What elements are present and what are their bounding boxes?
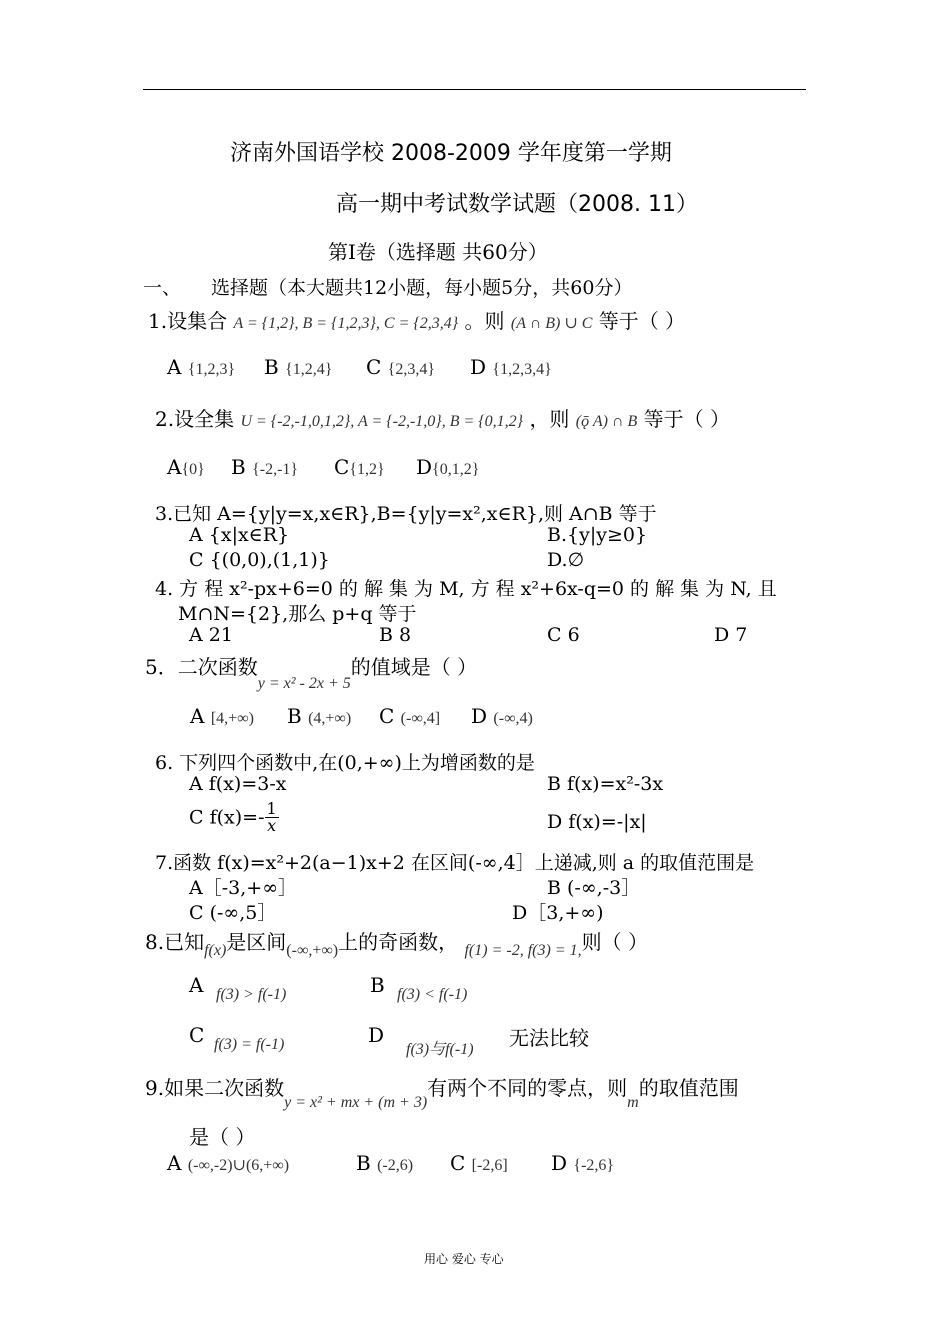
q3-option-c: C {(0,0),(1,1)} [189, 549, 330, 571]
question-6: 6. 下列四个函数中,在(0,+∞)上为增函数的是 [155, 752, 535, 774]
q8-option-d-tail: 无法比较 [509, 1026, 589, 1050]
q1-option-b: B {1,2,4} [264, 355, 333, 379]
question-3: 3.已知 A={y|y=x,x∈R},B={y|y=x²,x∈R},则 A∩B 等于 [155, 503, 657, 525]
q5-option-b: B (4,+∞) [287, 704, 352, 728]
header-rule [143, 89, 806, 90]
q1-expr: (A ∩ B) ∪ C [510, 315, 593, 332]
q3-option-a: A {x|x∈R} [189, 524, 290, 546]
question-2 [155, 403, 730, 432]
q2-option-b: B {-2,-1} [231, 455, 299, 479]
q2-expr: (ǭ A) ∩ B [575, 413, 638, 430]
q8-option-d: f(3)与f(-1) [406, 1041, 474, 1058]
q5-lead: 5．二次函数 [145, 655, 258, 679]
q3-option-d: D.∅ [547, 549, 585, 571]
page-footer: 用心 爱心 专心 [424, 1252, 504, 1266]
q5-option-c: C (-∞,4] [379, 704, 441, 728]
q2-option-d: D{0,1,2} [416, 455, 480, 479]
q6-fraction: $\frac{1}{x}$ [266, 799, 277, 835]
q6-option-d: D f(x)=-|x| [547, 811, 647, 833]
q9-option-b: B (-2,6) [356, 1151, 414, 1175]
q5-option-d: D (-∞,4) [471, 704, 533, 728]
q5-option-a: A [4,+∞) [190, 704, 254, 728]
q8-option-b-label: B [370, 973, 385, 997]
q4-option-c: C 6 [547, 624, 580, 646]
q8-option-d-label: D [368, 1023, 385, 1047]
question-4-line2: M∩N={2},那么 p+q 等于 [178, 603, 417, 625]
q8-option-c-label: C [189, 1023, 205, 1047]
q7-option-b: B (-∞,-3］ [547, 877, 641, 899]
exam-title-line2: 高一期中考试数学试题（2008. 11） [336, 192, 698, 217]
q2-lead: 2.设全集 [155, 407, 235, 431]
q9-option-d: D {-2,6} [551, 1151, 615, 1175]
q8-option-c: f(3) = f(-1) [214, 1036, 285, 1053]
q6-option-a: A f(x)=3-x [189, 773, 287, 795]
q7-option-c: C (-∞,5］ [189, 902, 277, 924]
q4-option-a: A 21 [189, 624, 233, 646]
question-4-line1: 4. 方 程 x²-px+6=0 的 解 集 为 M, 方 程 x²+6x-q=0 的 解 集 为 N, 且 [155, 578, 777, 600]
q5-tail: 的值域是（ ） [350, 655, 478, 679]
section-heading: 第Ⅰ卷（选择题 共60分） [328, 240, 548, 264]
q1-option-d: D {1,2,3,4} [470, 355, 552, 379]
part-number: 一、 [143, 277, 182, 299]
q2-tail: 等于（ ） [643, 407, 730, 431]
q1-option-c: C {2,3,4} [366, 355, 436, 379]
q8-option-a: f(3) > f(-1) [216, 986, 287, 1003]
q2-option-a: A{0} [167, 455, 205, 479]
q1-option-a: A {1,2,3} [167, 355, 236, 379]
q1-sets: A = {1,2}, B = {1,2,3}, C = {2,3,4} [233, 315, 459, 332]
part-heading: 选择题（本大题共12小题，每小题5分，共60分） [211, 277, 633, 299]
q2-option-c: C{1,2} [334, 455, 385, 479]
q8-option-b: f(3) < f(-1) [397, 986, 468, 1003]
q7-option-a: A［-3,+∞］ [189, 877, 298, 899]
exam-title-line1: 济南外国语学校 2008-2009 学年度第一学期 [230, 141, 672, 166]
question-5 [145, 651, 478, 692]
q7-option-d: D［3,+∞) [512, 902, 604, 924]
q6-option-c: C f(x)=- $\frac{1}{x}$ [189, 799, 277, 835]
q1-mid: 。则 [464, 309, 505, 333]
q5-expr: y = x² - 2x + 5 [257, 675, 351, 692]
question-9: 9.如果二次函数$_{y = x^2 + mx + (m + 3)}$有两个不同的零点，则$_m$的取值范围 [145, 1076, 739, 1111]
q2-sets: U = {-2,-1,0,1,2}, A = {-2,-1,0}, B = {0,1,2} [240, 413, 524, 430]
q6-option-b: B f(x)=x²-3x [547, 773, 664, 795]
question-7: 7.函数 f(x)=x²+2(a−1)x+2 在区间(-∞,4］上递减,则 a 的取值范围是 [155, 852, 755, 874]
q1-lead: 1.设集合 [148, 309, 228, 333]
q1-tail: 等于（ ） [598, 309, 686, 333]
q4-option-d: D 7 [714, 624, 748, 646]
q3-option-b: B.{y|y≥0} [547, 524, 648, 546]
q8-option-a-label: A [189, 973, 204, 997]
question-8: 8.已知$_{f(x)}$是区间$_{(-\infty,+\infty)}$上的奇函数， $_{f(1) = -2, f(3) = 1,}$则（ ） [145, 930, 648, 959]
q4-option-b: B 8 [379, 624, 412, 646]
question-1 [148, 305, 685, 334]
q9-option-c: C [-2,6] [450, 1151, 508, 1175]
q9-option-a: A (-∞,-2)∪(6,+∞) [167, 1151, 290, 1175]
question-9-cont: 是（ ） [189, 1125, 256, 1149]
q2-mid: ，则 [529, 407, 570, 431]
